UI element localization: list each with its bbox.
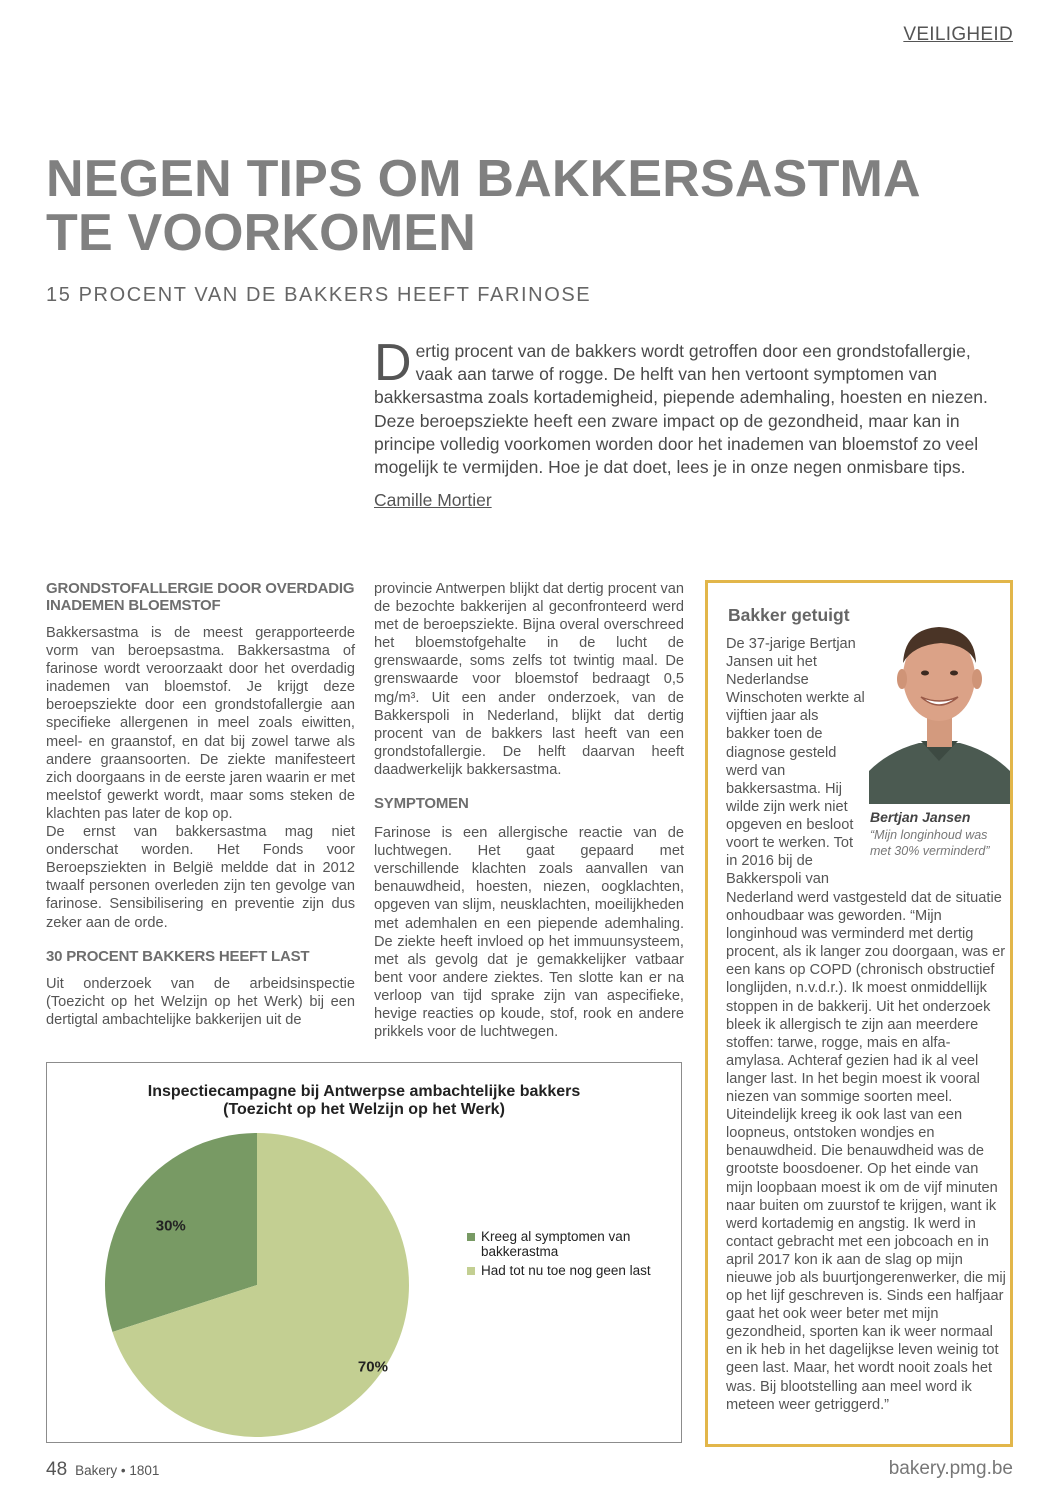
chart-legend (467, 1229, 677, 1282)
intro-dropcap: D (374, 334, 412, 392)
pie-slice-label-2: 70% (357, 1358, 388, 1376)
website-link[interactable]: bakery.pmg.be (888, 1458, 1013, 1479)
paragraph: Uit onderzoek van de arbeidsinspectie (Toezicht op het Welzijn op het Werk) bij een dertigtal ambachtelijke bakkerijen uit de (46, 975, 355, 1028)
paragraph: De ernst van bakkersastma mag niet onderschat worden. Het Fonds voor Beroepsziekten in België meldde dat in 2012 twaalf personen overleden zijn ten gevolge van farinose. Sensibilisering en preventie zijn dus zeker aan de orde. (46, 824, 355, 931)
testimonial-heading: Bakker getuigt (728, 605, 850, 625)
legend-swatch (467, 1267, 475, 1275)
footer-publication (46, 1459, 159, 1481)
article-subtitle: 15 PROCENT VAN DE BAKKERS HEEFT FARINOSE (46, 284, 592, 306)
paragraph: Bakkersastma is de meest gerapporteerde vorm van beroepsastma. Bakkersastma of farinose wordt veroorzaakt door het overdadig inademen van bloemstof. Je krijgt deze beroepsziekte door een grondstofallergie aan specifieke allergenen in meel zoals eiwitten, meel- en graanstof, en dat bij zowel tarwe als andere graansoorten. De ziekte manifesteert zich doorgaans in de eerste jaren waarin er met meelstof gewerkt wordt, maar soms steken de klachten pas later de kop op. (46, 625, 355, 822)
column-1 (46, 580, 355, 1029)
photo-caption-quote: “Mijn longinhoud was met 30% verminderd” (870, 828, 990, 858)
paragraph: Farinose is een allergische reactie van de luchtwegen. Het gaat gepaard met verschillende klachten zoals aanvallen van benauwdheid, hoesten, niezen, oogklachten, opgeven van slijm, neusklachten, moeilijkheden met ademhalen en een piepende ademhaling. De ziekte heeft invloed op het immuunsysteem, met als gevolg dat je gemakkelijker vatbaar bent voor andere ziektes. Ten slotte kan er na verloop van tijd sprake zijn van aspecifieke, hevige reacties op koude, stof, rook en andere prikkels voor de luchtwegen. (374, 825, 684, 1041)
title-line-1: NEGEN TIPS OM BAKKERSASTMA (46, 150, 921, 208)
testimonial-text-part-1: De 37-jarige Bertjan Jansen uit het Nederlandse Winschoten werkte al vijftien jaar als bakker toen de diagnose gesteld werd van bakkersastma. Hij wilde zijn werk niet opgeven en besloot voort te werken. Tot in 2016 bij de Bakkerspoli van (726, 636, 865, 888)
testimonial-box (705, 580, 1013, 1447)
heading-grondstofallergie: GRONDSTOFALLERGIE DOOR OVERDADIG INADEMEN BLOEMSTOF (46, 580, 355, 614)
portrait-illustration (869, 601, 1010, 804)
author-link[interactable]: Camille Mortier (374, 490, 492, 510)
heading-30-procent: 30 PROCENT BAKKERS HEEFT LAST (46, 947, 310, 965)
legend-item-symptomen (467, 1229, 677, 1259)
chart-title-line-2: (Toezicht op het Welzijn op het Werk) (223, 1101, 505, 1118)
column-2 (374, 580, 684, 1041)
legend-swatch (467, 1233, 475, 1241)
paragraph: provincie Antwerpen blijkt dat dertig procent van de bezochte bakkerijen al geconfronteerd werd met de beroepsziekte. Bijna overal overschreed het bloemstofgehalte in de lucht de grenswaarde, soms zelfs tot twintig maal. De grenswaarde voor bloemstof bedraagt 0,5 mg/m³. Uit een ander onderzoek, van de Bakkerspoli in Nederland, blijkt dat dertig procent van de bakkers last heeft van een grondstofallergie. De helft daarvan heeft daadwerkelijk bakkersastma. (374, 581, 684, 778)
title-line-2: TE VOORKOMEN (46, 204, 476, 262)
legend-label: Had tot nu toe nog geen last (481, 1263, 651, 1278)
article-intro (374, 334, 1006, 479)
heading-symptomen: SYMPTOMEN (374, 795, 469, 813)
legend-label: Kreeg al symptomen van bakkerastma (481, 1229, 631, 1259)
intro-text: ertig procent van de bakkers wordt getroffen door een grondstofallergie, vaak aan tarwe of rogge. De helft van hen vertoont symptomen van bakkersastma zoals kortademigheid, piepende ademhaling, hoesten en niezen. Deze beroepsziekte heeft een zware impact op de gezondheid, maar kan in principe volledig voorkomen worden door het inademen van bloemstof zo veel mogelijk te vermijden. Hoe je dat doet, lees je in onze negen onmisbare tips. (374, 341, 988, 478)
testimonial-text-part-2: Nederland werd vastgesteld dat de situatie onhoudbaar was geworden. “Mijn longinhoud was verminderd met dertig procent, als ik langer zou doorgaan, was er een kans op COPD (chronisch obstructief longlijden, n.v.d.r.). Ik moest onmiddellijk stoppen in de bakkerij. Uit het onderzoek bleek ik allergisch te zijn aan meerdere stoffen: tarwe, rogge, mais en alfa-amylasa. Achteraf gezien had ik al veel langer last. In het begin moest ik vooral niezen van sommige soorten meel. Uiteindelijk kreeg ik ook last van een loopneus, ontstoken wondjes en benauwdheid. Die benauwdheid was de grootste boosdoener. Op het einde van mijn loopbaan moest ik om de vijf minuten naar buiten om zuurstof te krijgen, want ik werd kortademig en angstig. Ik werd in contact gebracht met een jobcoach en in april 2017 kon ik aan de slag op mijn nieuwe job als buurtjongerenwerker, die mij op het lijf geschreven is. Sinds een halfjaar gaat het ook weer beter met mijn gezondheid, sporten kan ik weer normaal en ik heb in het dagelijkse leven weinig tot geen last. Maar, het wordt nooit zoals het was. Bij blootstelling aan meel word ik meteen weer getriggerd.” (726, 890, 1006, 1413)
article-title (46, 152, 946, 260)
pie-chart-box (46, 1062, 682, 1443)
page-number: 48 (46, 1459, 68, 1480)
portrait-photo (869, 601, 1010, 804)
chart-title-line-1: Inspectiecampagne bij Antwerpse ambachtelijke bakkers (147, 1083, 581, 1100)
legend-item-geen-last (467, 1263, 677, 1278)
section-tag: VEILIGHEID (903, 24, 1013, 45)
publication-name: Bakery • 1801 (75, 1463, 160, 1478)
photo-caption-name: Bertjan Jansen (870, 809, 971, 825)
pie-slice-label-1: 30% (155, 1217, 186, 1235)
